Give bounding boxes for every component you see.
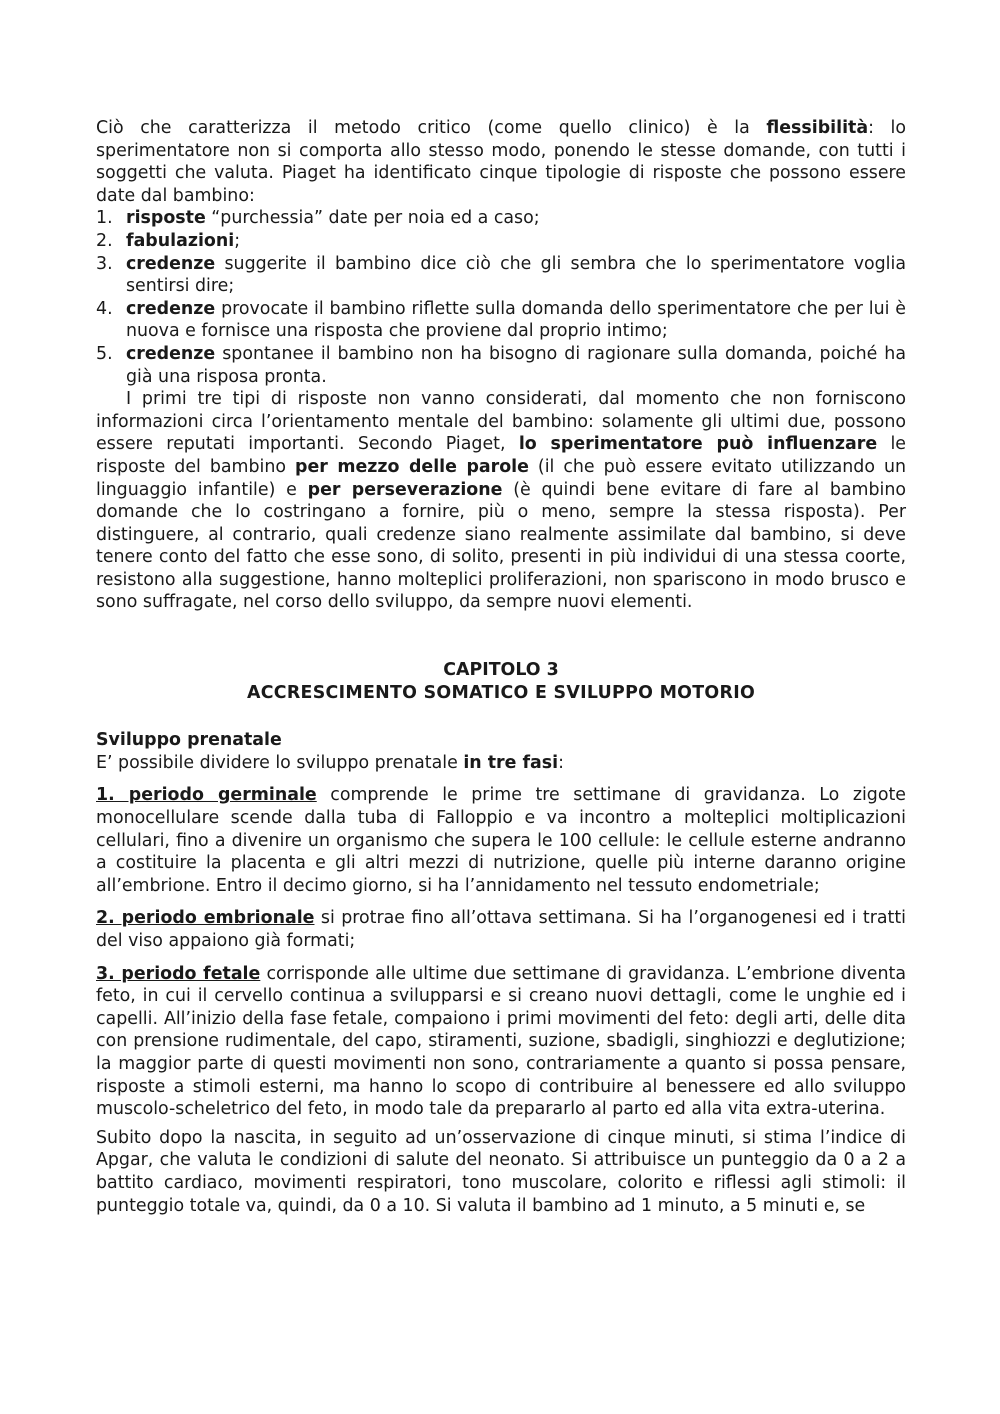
phase-text: corrisponde alle ultime due settimane di gravidanza. L’embrione diventa feto, in cui il cervello continua a svilupparsi e si creano nuovi dettagli, come le unghie ed i capelli. All’inizio della fase fetale, compaiono i primi movimenti del feto: degli arti, delle dita con prensione rudimentale, del capo, stiramenti, suzione, sbadigli, singhiozzi e deglutizione; la maggior parte di questi movimenti non sono, contrariamente a quanto si possa pensare, risposte a stimoli esterni, ma hanno lo scopo di contribuire al benessere ed allo sviluppo muscolo-scheletrico del feto, in modo tale da prepararlo al parto ed alla vita extra-uterina. — [96, 963, 907, 1120]
intro-paragraph — [96, 117, 906, 207]
analysis-paragraph — [96, 388, 906, 614]
chapter-title: ACCRESCIMENTO SOMATICO E SVILUPPO MOTORIO — [246, 682, 756, 703]
section-intro-end: : — [558, 752, 564, 773]
phase-text: si protrae fino all’ottava settimana. Si ha l’organogenesi ed i tratti del viso appaiono già formati; — [96, 908, 906, 951]
list-item-text: suggerite il bambino dice ciò che gli sembra che lo sperimentatore voglia sentirsi dire; — [126, 253, 906, 297]
phase-germinal — [96, 784, 906, 897]
list-item — [96, 343, 906, 388]
phase-text: comprende le prime tre settimane di gravidanza. Lo zigote monocellulare scende dalla tuba di Falloppio e va incontro a molteplici moltiplicazioni cellulari, fino a divenire un organismo che supera le 100 cellule: le cellule esterne andranno a costituire la placenta e gli altri mezzi di nutrizione, quelle più interne daranno origine all’embrione. Entro il decimo giorno, si ha l’annidamento nel tessuto endometriale; — [96, 785, 906, 896]
section-intro — [96, 752, 906, 775]
section-intro-bold: in tre fasi — [463, 752, 559, 773]
list-number: 4. — [96, 298, 113, 319]
intro-text-start: Ciò che caratterizza il metodo critico (come quello clinico) è la — [96, 118, 767, 138]
phase-label: 1. periodo germinale — [96, 785, 317, 806]
list-item — [96, 298, 906, 343]
list-item-term: credenze — [126, 253, 216, 274]
list-item-term: fabulazioni — [126, 230, 235, 251]
phase-embryonic — [96, 907, 906, 952]
list-number: 2. — [96, 230, 113, 251]
analysis-text: le risposte del bambino — [96, 434, 906, 477]
section-heading: Sviluppo prenatale — [96, 730, 282, 751]
analysis-bold-term: per perseverazione — [307, 479, 503, 500]
list-item-text: ; — [234, 230, 241, 251]
list-item-text: provocate il bambino riflette sulla domanda dello sperimentatore che per lui è nuova e fornisce una risposta che proviene dal proprio intimo; — [126, 298, 906, 342]
chapter-number: CAPITOLO 3 — [443, 660, 559, 681]
list-item — [96, 253, 906, 298]
section-intro-text: E’ possibile dividere lo sviluppo prenatale — [96, 752, 464, 773]
intro-bold-term: flessibilità — [766, 118, 869, 138]
list-item-text: spontanee il bambino non ha bisogno di ragionare sulla domanda, poiché ha già una risposa pronta. — [126, 343, 906, 387]
phase-label: 3. periodo fetale — [96, 963, 261, 984]
analysis-text: (è quindi bene evitare di fare al bambino domande che lo costringano a fornire, più o meno, sempre la stessa risposta). Per distinguere, al contrario, quali credenze siano realmente assimilate dal bambino, si deve tenere conto del fatto che esse sono, di solito, presenti in più individui di una stessa coorte, resistono alla suggestione, hanno molteplici proliferazioni, non spariscono in modo brusco e sono suffragate, nel corso dello sviluppo, da sempre nuovi elementi. — [96, 479, 906, 613]
document-page — [96, 117, 906, 1217]
intro-text-end: : lo sperimentatore non si comporta allo stesso modo, ponendo le stesse domande, con tutti i soggetti che valuta. Piaget ha identificato cinque tipologie di risposte che possono essere date dal bambino: — [96, 118, 906, 206]
list-item-text: “purchessia” date per noia ed a caso; — [205, 208, 540, 229]
list-item-term: risposte — [126, 208, 206, 229]
list-item — [96, 207, 906, 230]
list-item-term: credenze — [126, 298, 216, 319]
list-number: 5. — [96, 343, 113, 364]
list-number: 3. — [96, 253, 113, 274]
list-item-term: credenze — [126, 343, 216, 364]
analysis-text: I primi tre tipi di risposte non vanno considerati, dal momento che non forniscono informazioni circa l’orientamento mentale del bambino: solamente gli ultimi due, possono essere reputati importanti. Secondo Piaget, — [96, 389, 906, 455]
analysis-bold-term: lo sperimentatore può influenzare — [518, 434, 878, 455]
list-item — [96, 230, 906, 253]
analysis-bold-term: per mezzo delle parole — [295, 456, 529, 477]
list-number: 1. — [96, 208, 113, 229]
apgar-paragraph: Subito dopo la nascita, in seguito ad un’osservazione di cinque minuti, si stima l’indice di Apgar, che valuta le condizioni di salute del neonato. Si attribuisce un punteggio da 0 a 2 a battito cardiaco, movimenti respiratori, tono muscolare, colorito e riflessi agli stimoli: il punteggio totale va, quindi, da 0 a 10. Si valuta il bambino ad 1 minuto, a 5 minuti e, se — [96, 1127, 906, 1216]
analysis-text: (il che può essere evitato utilizzando un linguaggio infantile) e — [96, 456, 907, 500]
phase-label: 2. periodo embrionale — [96, 908, 315, 929]
phase-fetal — [96, 963, 906, 1121]
answer-types-list — [96, 207, 906, 388]
